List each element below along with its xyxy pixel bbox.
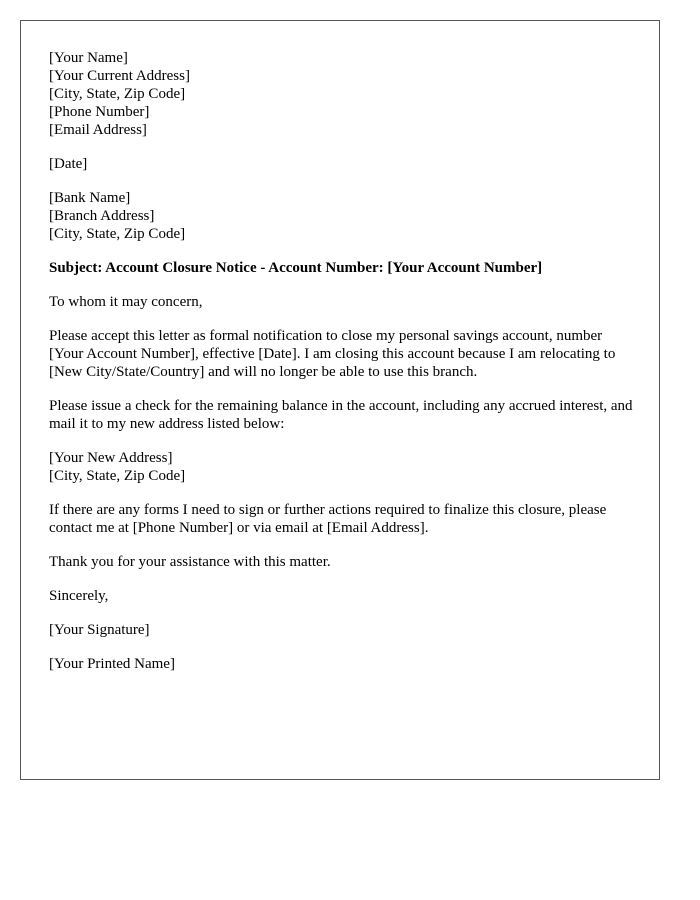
letter-body [49, 49, 639, 689]
date-block [49, 155, 639, 173]
recipient-city-state-zip: [City, State, Zip Code] [49, 226, 186, 242]
sender-phone: [Phone Number] [49, 104, 150, 120]
body-paragraph-4: Thank you for your assistance with this matter. [49, 554, 331, 570]
recipient-branch-address: [Branch Address] [49, 208, 155, 224]
body-paragraph-3: If there are any forms I need to sign or further actions required to finalize this closure, please contact me at [Phone Number] or via email at [Email Address]. [49, 502, 607, 536]
sender-city-state-zip: [City, State, Zip Code] [49, 86, 186, 102]
subject-line: Subject: Account Closure Notice - Account Number: [Your Account Number] [49, 260, 543, 276]
body-paragraph-2: Please issue a check for the remaining balance in the account, including any accrued interest, and mail it to my new address listed below: [49, 398, 633, 432]
new-address-line: [Your New Address] [49, 450, 173, 466]
printed-name: [Your Printed Name] [49, 656, 175, 672]
body-paragraph-1: Please accept this letter as formal notification to close my personal savings account, number [Your Account Number], effective [Date]. I am closing this account because I am relocating to [New City/State/Country] and will no longer be able to use this branch. [49, 328, 616, 380]
salutation: To whom it may concern, [49, 294, 203, 310]
new-address-city-state-zip: [City, State, Zip Code] [49, 468, 186, 484]
recipient-block [49, 189, 639, 243]
recipient-bank-name: [Bank Name] [49, 190, 131, 206]
letter-page [20, 20, 660, 780]
sender-email: [Email Address] [49, 122, 147, 138]
closing: Sincerely, [49, 588, 109, 604]
signature: [Your Signature] [49, 622, 150, 638]
new-address-block [49, 449, 639, 485]
sender-block [49, 49, 639, 139]
letter-date: [Date] [49, 156, 88, 172]
sender-name: [Your Name] [49, 50, 128, 66]
sender-address: [Your Current Address] [49, 68, 190, 84]
